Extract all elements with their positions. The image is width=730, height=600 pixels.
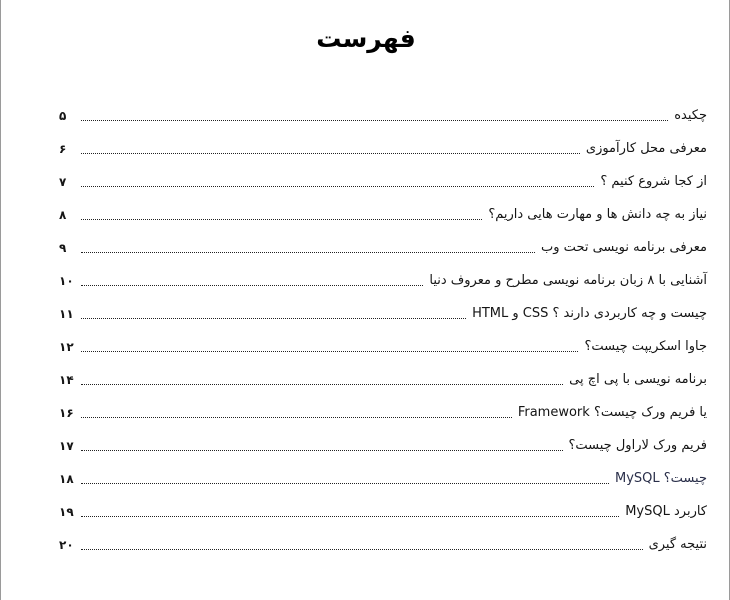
toc-leader-dots	[81, 251, 535, 253]
toc-leader-dots	[81, 284, 423, 286]
toc-entry-page: ۲۰	[59, 538, 74, 552]
toc-entry	[59, 164, 707, 197]
toc-entry-label: آشنایی با ۸ زبان برنامه نویسی مطرح و معروف دنیا	[429, 273, 707, 288]
toc-leader-dots	[81, 218, 482, 220]
toc-entry-page: ۱۸	[59, 472, 74, 486]
toc-entry	[59, 296, 707, 329]
toc-entry-page: ۱۰	[59, 274, 74, 288]
toc-leader-dots	[81, 515, 619, 517]
toc-entry-label: Framework یا فریم ورک چیست؟	[517, 405, 707, 420]
toc-entry-label: چکیده	[674, 108, 707, 123]
toc-entry-page: ۵	[59, 109, 67, 123]
toc-entry-label: از کجا شروع کنیم ؟	[600, 174, 707, 189]
toc-entry-label: فریم ورک لاراول چیست؟	[568, 438, 707, 453]
toc-entry	[59, 197, 707, 230]
toc-entry-page: ۱۲	[59, 340, 74, 354]
toc-leader-dots	[81, 383, 563, 385]
toc-entry	[59, 131, 707, 164]
toc-entry-page: ۱۶	[59, 406, 74, 420]
toc-entry-label: معرفی برنامه نویسی تحت وب	[541, 240, 707, 255]
toc-entry	[59, 428, 707, 461]
toc-leader-dots	[81, 350, 578, 352]
toc-entry	[59, 362, 707, 395]
table-of-contents	[59, 98, 707, 560]
toc-leader-dots	[81, 119, 668, 121]
toc-entry-page: ۷	[59, 175, 67, 189]
toc-entry-label: معرفی محل کارآموزی	[585, 141, 707, 156]
toc-entry	[59, 395, 707, 428]
toc-entry-page: ۹	[59, 241, 67, 255]
toc-entry-label: نتیجه گیری	[648, 537, 707, 552]
toc-entry	[59, 527, 707, 560]
toc-leader-dots	[81, 152, 580, 154]
toc-entry-page: ۶	[59, 142, 67, 156]
toc-entry	[59, 329, 707, 362]
toc-entry	[59, 98, 707, 131]
toc-leader-dots	[81, 548, 643, 550]
toc-entry-page: ۱۷	[59, 439, 74, 453]
toc-entry	[59, 461, 707, 494]
toc-entry-label: جاوا اسکریپت چیست؟	[584, 339, 707, 354]
toc-leader-dots	[81, 416, 512, 418]
toc-leader-dots	[81, 449, 563, 451]
toc-entry-label: HTML و CSS چیست و چه کاربردی دارند ؟	[472, 306, 707, 321]
toc-entry-label: MySQL چیست؟	[614, 471, 707, 486]
toc-entry-label: برنامه نویسی با پی اچ پی	[569, 372, 707, 387]
toc-entry	[59, 230, 707, 263]
toc-entry-page: ۱۴	[59, 373, 74, 387]
toc-leader-dots	[81, 482, 609, 484]
toc-entry	[59, 263, 707, 296]
toc-entry-page: ۱۹	[59, 505, 74, 519]
toc-leader-dots	[81, 317, 466, 319]
toc-entry-page: ۸	[59, 208, 67, 222]
toc-entry-label: نیاز به چه دانش ها و مهارت هایی داریم؟	[488, 207, 707, 222]
toc-entry-page: ۱۱	[59, 307, 74, 321]
toc-entry	[59, 494, 707, 527]
toc-leader-dots	[81, 185, 594, 187]
toc-entry-label: کاربرد MySQL	[625, 504, 707, 519]
page-title: فهرست	[316, 24, 416, 53]
